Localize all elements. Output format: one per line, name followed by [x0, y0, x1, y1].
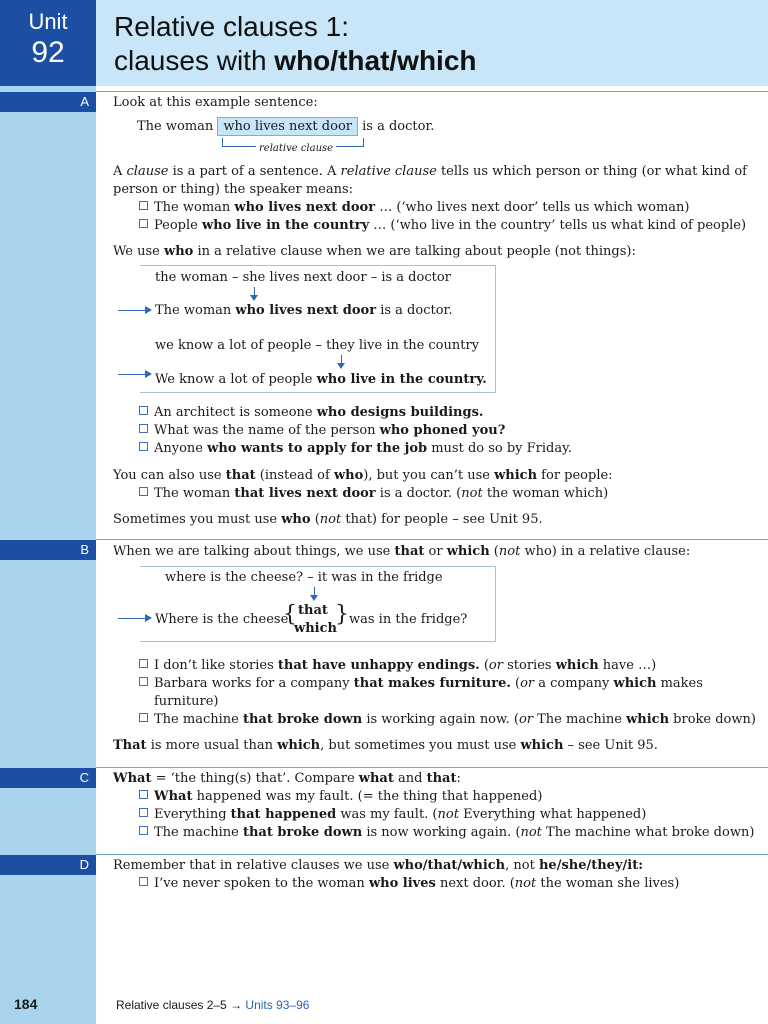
right-arrow-head-3	[145, 614, 152, 622]
title-line-2	[114, 44, 477, 78]
b-example-2: Barbara works for a company that makes furniture. (or a company which makes	[139, 675, 703, 692]
b-box-line-2c: was in the fridge?	[349, 612, 468, 627]
footer-link[interactable]: Units 93–96	[245, 998, 310, 1012]
right-arrow-line-1	[118, 310, 146, 311]
a-example-sentence	[137, 118, 434, 135]
a-sometimes: Sometimes you must use who (not that) for people – see Unit 95.	[113, 512, 543, 527]
a-example-3: Anyone who wants to apply for the job must do so by Friday.	[139, 440, 572, 457]
section-rule-c	[96, 767, 768, 768]
a-box-line-3: we know a lot of people – they live in the country	[155, 338, 480, 353]
right-arrow-line-3	[118, 618, 146, 619]
section-rule-a	[96, 91, 768, 92]
down-arrow-head-1	[250, 295, 258, 301]
c-example-1: What happened was my fault. (= the thing that happened)	[139, 788, 542, 805]
a-caption: relative clause	[256, 140, 336, 157]
left-brace: {	[283, 602, 297, 627]
b-example-2-line2: furniture)	[154, 694, 219, 709]
a-that-rule: You can also use that (instead of who), but you can’t use which for people:	[113, 468, 613, 483]
footer-text: Relative clauses 2–5 →	[116, 998, 246, 1012]
right-arrow-head-1	[145, 306, 152, 314]
b-that: that	[298, 603, 328, 618]
section-label-c: C	[0, 768, 96, 788]
unit-badge	[0, 0, 96, 86]
a-ex-clause: who lives next door	[217, 117, 358, 136]
a-def-line1: A clause is a part of a sentence. A relative clause tells us which person or thing (or what kind of	[113, 164, 747, 179]
section-label-b: B	[0, 540, 96, 560]
a-who-rule: We use who in a relative clause when we are talking about people (not things):	[113, 244, 636, 259]
c-intro: What = ‘the thing(s) that’. Compare what and that:	[113, 771, 461, 786]
a-box-line-2: The woman who lives next door is a doctor.	[155, 303, 453, 318]
b-box-line-2a: Where is the cheese	[155, 612, 289, 627]
a-bullet-2: People who live in the country … (‘who live in the country’ tells us what kind of people)	[139, 217, 746, 234]
a-example-1: An architect is someone who designs buildings.	[139, 404, 483, 421]
c-example-3: The machine that broke down is now working again. (not The machine what broke down)	[139, 824, 754, 841]
section-rule-b	[96, 539, 768, 540]
unit-number: 92	[31, 36, 65, 69]
c-example-2: Everything that happened was my fault. (not Everything what happened)	[139, 806, 646, 823]
page-number: 184	[14, 996, 38, 1012]
b-example-3: The machine that broke down is working again now. (or The machine which broke down)	[139, 711, 756, 728]
title-plain: clauses with	[114, 45, 275, 76]
section-label-d: D	[0, 855, 96, 875]
footer-crossref	[116, 998, 309, 1012]
a-bullet-1: The woman who lives next door … (‘who lives next door’ tells us which woman)	[139, 199, 690, 216]
a-example-2: What was the name of the person who phoned you?	[139, 422, 505, 439]
title-line-1: Relative clauses 1:	[114, 11, 350, 42]
b-example-1: I don’t like stories that have unhappy endings. (or stories which have …)	[139, 657, 656, 674]
page-title	[114, 10, 477, 78]
d-intro: Remember that in relative clauses we use who/that/which, not he/she/they/it:	[113, 858, 644, 873]
a-ex-pre: The woman	[137, 119, 214, 134]
a-intro: Look at this example sentence:	[113, 95, 318, 110]
b-box-line-1: where is the cheese? – it was in the fridge	[165, 570, 443, 585]
section-rule-d	[96, 854, 768, 855]
b-usual: That is more usual than which, but sometimes you must use which – see Unit 95.	[113, 738, 658, 753]
d-example-1: I’ve never spoken to the woman who lives next door. (not the woman she lives)	[139, 875, 679, 892]
a-box-line-1: the woman – she lives next door – is a doctor	[155, 270, 451, 285]
down-arrow-head-3	[310, 595, 318, 601]
right-arrow-head-2	[145, 370, 152, 378]
a-def-line2: person or thing) the speaker means:	[113, 182, 354, 197]
b-which: which	[294, 621, 337, 636]
a-that-example: The woman that lives next door is a doctor. (not the woman which)	[139, 485, 608, 502]
a-ex-post: is a doctor.	[362, 119, 435, 134]
section-label-a: A	[0, 92, 96, 112]
title-bold: who/that/which	[274, 45, 477, 76]
unit-word: Unit	[28, 9, 68, 34]
a-box-line-4: We know a lot of people who live in the country.	[155, 372, 487, 387]
right-brace: }	[335, 602, 349, 627]
right-arrow-line-2	[118, 374, 146, 375]
down-arrow-head-2	[337, 363, 345, 369]
b-intro: When we are talking about things, we use that or which (not who) in a relative clause:	[113, 544, 691, 559]
